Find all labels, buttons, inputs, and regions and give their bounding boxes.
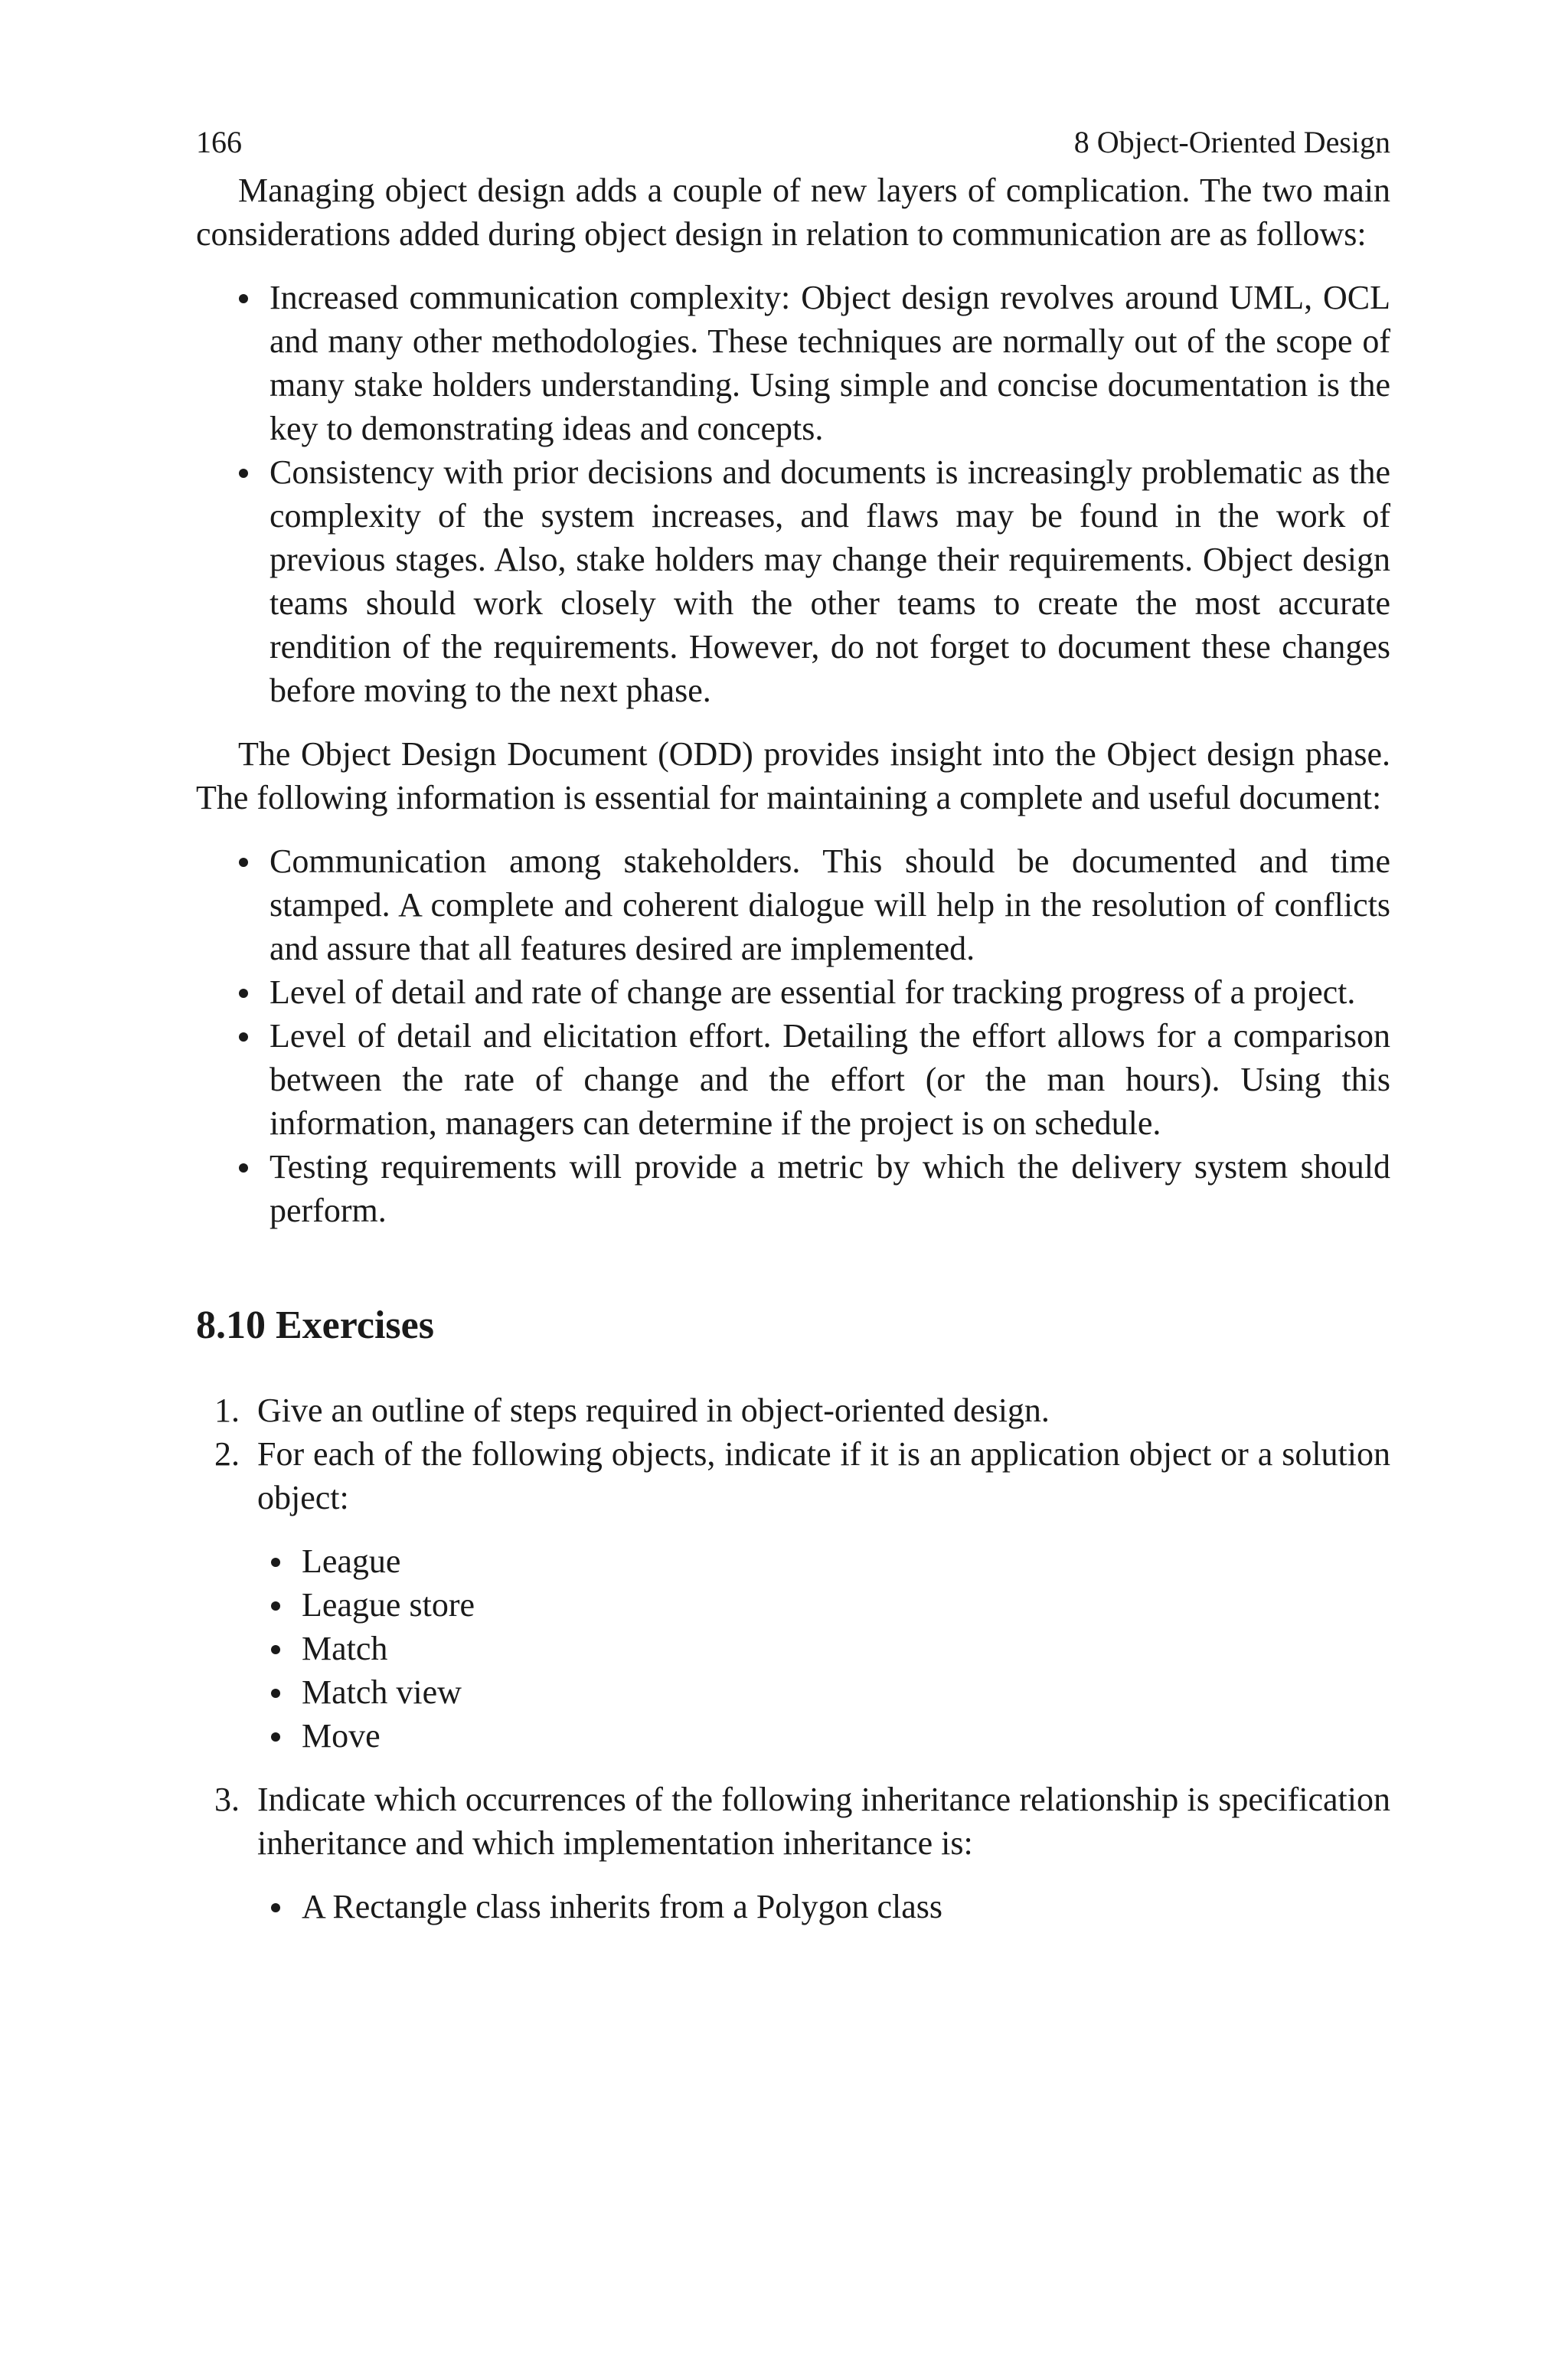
exercise-number: 1. [214,1392,240,1429]
odd-information-list [196,839,1390,1232]
list-item: Match view [302,1670,1390,1714]
odd-paragraph: The Object Design Document (ODD) provides insight into the Object design phase. The following information is essential for maintaining a complete and useful document: [196,735,1390,816]
page-number: 166 [196,125,242,159]
exercise-text: For each of the following objects, indicate if it is an application object or a solution object: [257,1435,1390,1516]
inheritance-list [257,1885,1390,1928]
list-item: Level of detail and rate of change are essential for tracking progress of a project. [270,970,1390,1014]
exercise-text: Indicate which occurrences of the following inheritance relationship is specification inheritance and which implementation inheritance is: [257,1781,1390,1862]
book-page [196,115,1390,1948]
list-item: A Rectangle class inherits from a Polygon class [302,1885,1390,1928]
list-item: Match [302,1627,1390,1670]
list-item: League store [302,1583,1390,1627]
exercise-number: 3. [214,1781,240,1818]
communication-considerations-list [196,276,1390,712]
chapter-title: 8 Object-Oriented Design [1073,125,1390,159]
running-head [196,115,1390,168]
list-item: Move [302,1714,1390,1758]
exercise-list [196,1389,1390,1928]
exercise-item [214,1432,1390,1758]
intro-paragraph: Managing object design adds a couple of new layers of complication. The two main considerations added during object design in relation to communication are as follows: [196,172,1390,253]
list-item: Consistency with prior decisions and documents is increasingly problematic as the complexity of the system increases, and flaws may be found in the work of previous stages. Also, stake holders may change their requirements. Object design teams should work closely with the other teams to create the most accurate rendition of the requirements. However, do not forget to document these changes before moving to the next phase. [270,450,1390,712]
exercise-item [214,1389,1390,1432]
list-item: League [302,1539,1390,1583]
list-item: Increased communication complexity: Object design revolves around UML, OCL and many other methodologies. These techniques are normally out of the scope of many stake holders understanding. Using simple and concise documentation is the key to demonstrating ideas and concepts. [270,276,1390,450]
list-item: Testing requirements will provide a metric by which the delivery system should perform. [270,1145,1390,1232]
section-heading: 8.10 Exercises [196,1303,434,1347]
list-item: Communication among stakeholders. This should be documented and time stamped. A complete and coherent dialogue will help in the resolution of conflicts and assure that all features desired are implemented. [270,839,1390,970]
object-list [257,1539,1390,1758]
exercise-item [214,1778,1390,1928]
exercise-text: Give an outline of steps required in object-oriented design. [257,1392,1050,1429]
exercise-number: 2. [214,1435,240,1473]
list-item: Level of detail and elicitation effort. Detailing the effort allows for a comparison between the rate of change and the effort (or the man hours). Using this information, managers can determine if the project is on schedule. [270,1014,1390,1145]
